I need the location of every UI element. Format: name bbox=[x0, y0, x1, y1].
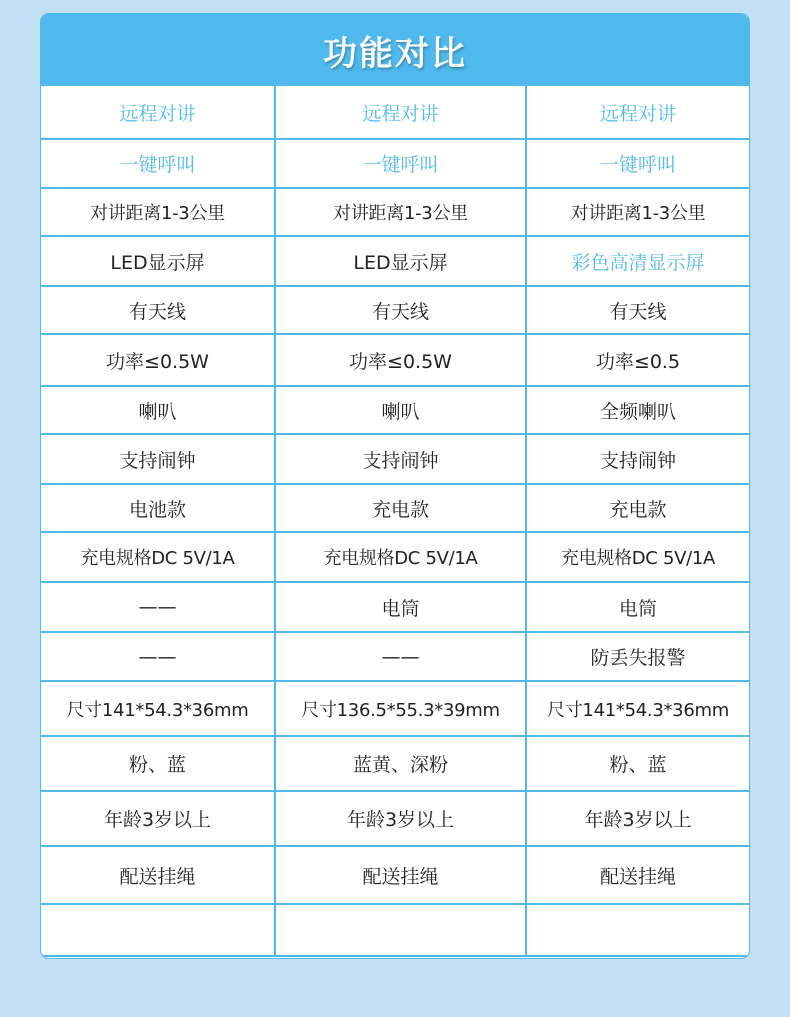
table-cell: 配送挂绳 bbox=[526, 846, 749, 904]
table-cell bbox=[275, 904, 526, 956]
table-cell: 远程对讲 bbox=[41, 86, 275, 139]
table-cell: 全频喇叭 bbox=[526, 386, 749, 434]
table-cell: 年龄3岁以上 bbox=[526, 791, 749, 846]
table-row bbox=[41, 334, 749, 386]
table-cell: 粉、蓝 bbox=[41, 736, 275, 791]
table-row bbox=[41, 846, 749, 904]
table-cell: LED显示屏 bbox=[275, 236, 526, 286]
table-row bbox=[41, 86, 749, 139]
table-cell: 有天线 bbox=[275, 286, 526, 334]
table-cell: —— bbox=[41, 582, 275, 632]
table-cell: 远程对讲 bbox=[275, 86, 526, 139]
table-cell: 充电款 bbox=[275, 484, 526, 532]
table-row bbox=[41, 632, 749, 681]
table-cell: 电筒 bbox=[526, 582, 749, 632]
table-cell: 年龄3岁以上 bbox=[275, 791, 526, 846]
table-cell: 电筒 bbox=[275, 582, 526, 632]
table-row bbox=[41, 532, 749, 582]
header-bar bbox=[41, 14, 749, 86]
table-cell: 支持闹钟 bbox=[41, 434, 275, 484]
table-cell: 喇叭 bbox=[41, 386, 275, 434]
table-row bbox=[41, 791, 749, 846]
table-cell: 对讲距离1-3公里 bbox=[526, 188, 749, 236]
table-cell: 电池款 bbox=[41, 484, 275, 532]
table-cell: 远程对讲 bbox=[526, 86, 749, 139]
table-row bbox=[41, 582, 749, 632]
table-cell: 一键呼叫 bbox=[41, 139, 275, 188]
table-row bbox=[41, 286, 749, 334]
comparison-card bbox=[41, 14, 749, 958]
table-cell: 年龄3岁以上 bbox=[41, 791, 275, 846]
table-cell: 防丢失报警 bbox=[526, 632, 749, 681]
table-cell: 功率≤0.5W bbox=[275, 334, 526, 386]
table-cell: 彩色高清显示屏 bbox=[526, 236, 749, 286]
table-cell: —— bbox=[41, 632, 275, 681]
table-cell: 有天线 bbox=[41, 286, 275, 334]
table-cell: 支持闹钟 bbox=[526, 434, 749, 484]
table-cell: 一键呼叫 bbox=[526, 139, 749, 188]
table-row bbox=[41, 139, 749, 188]
page-title: 功能对比 bbox=[323, 33, 467, 74]
table-cell: 功率≤0.5 bbox=[526, 334, 749, 386]
table-cell: LED显示屏 bbox=[41, 236, 275, 286]
table-cell: 尺寸136.5*55.3*39mm bbox=[275, 681, 526, 736]
table-cell: 对讲距离1-3公里 bbox=[41, 188, 275, 236]
table-row bbox=[41, 386, 749, 434]
table-row bbox=[41, 236, 749, 286]
table-cell: 对讲距离1-3公里 bbox=[275, 188, 526, 236]
table-row bbox=[41, 188, 749, 236]
table-row bbox=[41, 681, 749, 736]
table-cell: 有天线 bbox=[526, 286, 749, 334]
table-row bbox=[41, 904, 749, 956]
table-cell: 功率≤0.5W bbox=[41, 334, 275, 386]
table-cell: 蓝黄、深粉 bbox=[275, 736, 526, 791]
table-cell: 充电规格DC 5V/1A bbox=[41, 532, 275, 582]
table-row bbox=[41, 736, 749, 791]
table-cell: 一键呼叫 bbox=[275, 139, 526, 188]
table-cell: 粉、蓝 bbox=[526, 736, 749, 791]
table-cell: 支持闹钟 bbox=[275, 434, 526, 484]
table-cell: 喇叭 bbox=[275, 386, 526, 434]
table-cell: 充电款 bbox=[526, 484, 749, 532]
table-cell: —— bbox=[275, 632, 526, 681]
table-cell: 尺寸141*54.3*36mm bbox=[526, 681, 749, 736]
table-cell bbox=[41, 904, 275, 956]
table-cell: 尺寸141*54.3*36mm bbox=[41, 681, 275, 736]
comparison-table bbox=[41, 86, 749, 957]
table-cell: 配送挂绳 bbox=[275, 846, 526, 904]
table-cell bbox=[526, 904, 749, 956]
table-row bbox=[41, 434, 749, 484]
table-cell: 充电规格DC 5V/1A bbox=[275, 532, 526, 582]
table-cell: 充电规格DC 5V/1A bbox=[526, 532, 749, 582]
table-row bbox=[41, 484, 749, 532]
table-cell: 配送挂绳 bbox=[41, 846, 275, 904]
